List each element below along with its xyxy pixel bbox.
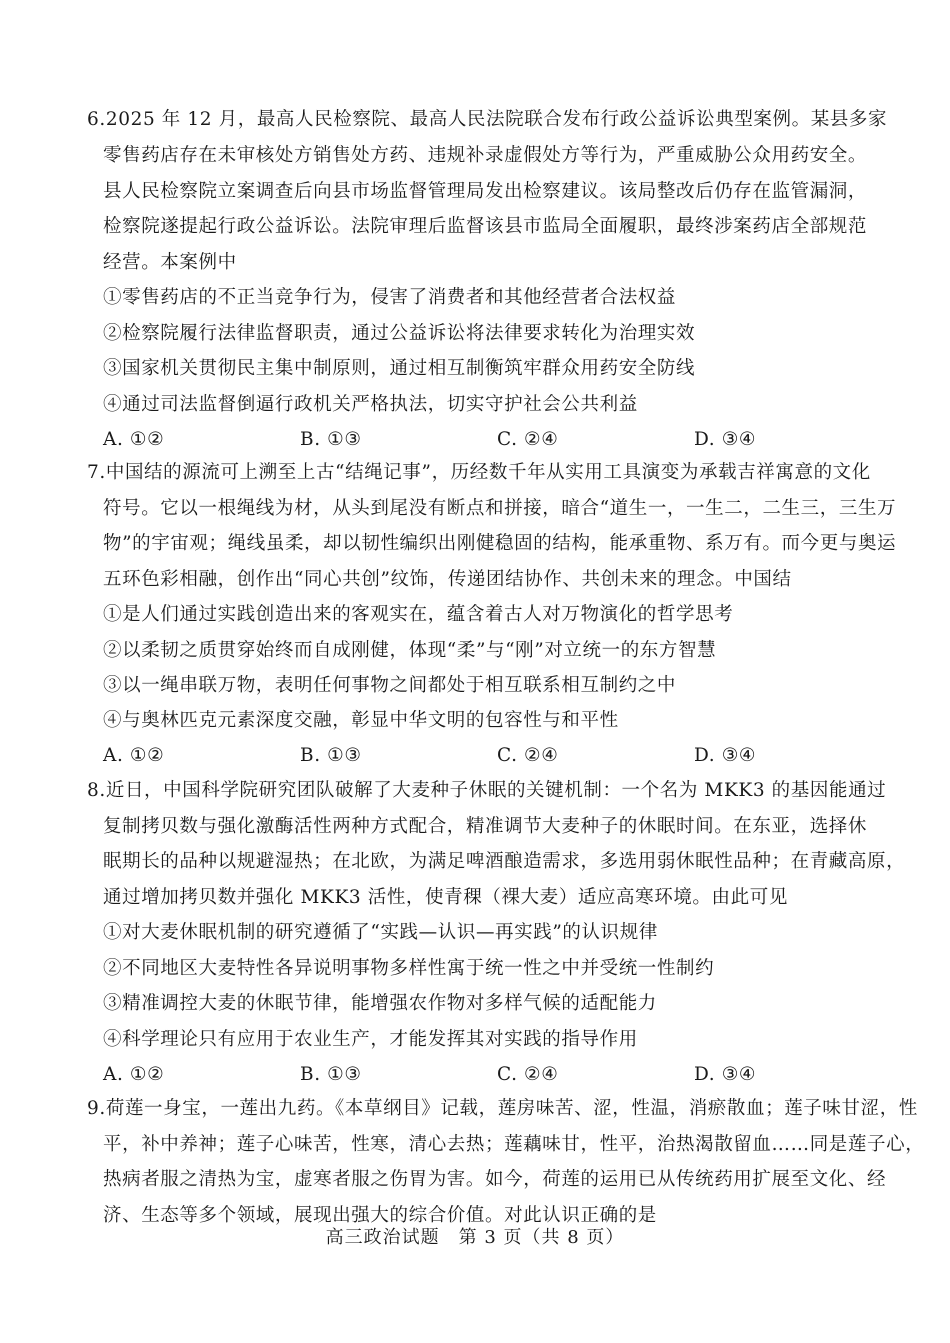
- question-7-stem-line: 7.中国结的源流可上溯至上古“结绳记事”，历经数千年从实用工具演变为承载吉祥寓意的文化: [87, 462, 871, 483]
- question-6-item-2: ②检察院履行法律监督职责，通过公益诉讼将法律要求转化为治理实效: [103, 323, 696, 344]
- question-6-item-3: ③国家机关贯彻民主集中制原则，通过相互制衡筑牢群众用药安全防线: [103, 358, 696, 379]
- question-8-stem-line: 通过增加拷贝数并强化 MKK3 活性，使青稞（裸大麦）适应高寒环境。由此可见: [103, 887, 788, 908]
- question-7-stem-line: 五环色彩相融，创作出“同心共创”纹饰，传递团结协作、共创未来的理念。中国结: [103, 569, 792, 590]
- question-8-option-d[interactable]: D. ③④: [694, 1064, 757, 1085]
- question-9-stem-line: 济、生态等多个领域，展现出强大的综合价值。对此认识正确的是: [103, 1205, 657, 1226]
- question-8-stem-line: 8.近日，中国科学院研究团队破解了大麦种子休眠的关键机制：一个名为 MKK3 的基因能通过: [87, 780, 887, 801]
- question-6-stem-line: 检察院遂提起行政公益诉讼。法院审理后监督该县市监局全面履职，最终涉案药店全部规范: [103, 216, 868, 237]
- question-6-stem-line: 县人民检察院立案调查后向县市场监督管理局发出检察建议。该局整改后仍存在监管漏洞，: [103, 181, 868, 202]
- question-6-option-a[interactable]: A. ①②: [103, 429, 165, 450]
- question-9-stem-line: 热病者服之清热为宝，虚寒者服之伤胃为害。如今，荷莲的运用已从传统药用扩展至文化、经: [103, 1169, 887, 1190]
- question-6-option-b[interactable]: B. ①③: [300, 429, 362, 450]
- question-7-stem-line: 物”的宇宙观；绳线虽柔，却以韧性编织出刚健稳固的结构，能承重物、系万有。而今更与奥运: [103, 533, 897, 554]
- question-8-item-1: ①对大麦休眠机制的研究遵循了“实践—认识—再实践”的认识规律: [103, 922, 658, 943]
- question-7-item-2: ②以柔韧之质贯穿始终而自成刚健，体现“柔”与“刚”对立统一的东方智慧: [103, 640, 717, 661]
- question-7-stem-line: 符号。它以一根绳线为材，从头到尾没有断点和拼接，暗合“道生一，一生二，二生三，三生万: [103, 498, 897, 519]
- page-footer: 高三政治试题 第 3 页（共 8 页）: [325, 1227, 625, 1248]
- question-6-stem-line: 6.2025 年 12 月，最高人民检察院、最高人民法院联合发布行政公益诉讼典型案例。某县多家: [87, 109, 888, 130]
- question-8-stem-line: 复制拷贝数与强化激酶活性两种方式配合，精准调节大麦种子的休眠时间。在东亚，选择休: [103, 816, 868, 837]
- question-8-option-a[interactable]: A. ①②: [103, 1064, 165, 1085]
- question-8-stem-line: 眠期长的品种以规避湿热；在北欧，为满足啤酒酿造需求，多选用弱休眠性品种；在青藏高原，: [103, 851, 906, 872]
- question-8-option-c[interactable]: C. ②④: [497, 1064, 559, 1085]
- question-6-option-c[interactable]: C. ②④: [497, 429, 559, 450]
- question-8-option-b[interactable]: B. ①③: [300, 1064, 362, 1085]
- question-7-item-4: ④与奥林匹克元素深度交融，彰显中华文明的包容性与和平性: [103, 710, 619, 731]
- question-9-stem-line: 平，补中养神；莲子心味苦，性寒，清心去热；莲藕味甘，性平，治热渴散留血……同是莲子心，: [103, 1134, 925, 1155]
- question-6-stem-line: 零售药店存在未审核处方销售处方药、违规补录虚假处方等行为，严重威胁公众用药安全。: [103, 145, 868, 166]
- question-8-item-4: ④科学理论只有应用于农业生产，才能发挥其对实践的指导作用: [103, 1029, 638, 1050]
- question-9-stem-line: 9.荷莲一身宝，一莲出九药。《本草纲目》记载，莲房味苦、涩，性温，消瘀散血；莲子味甘涩，性: [87, 1098, 918, 1119]
- question-7-option-d[interactable]: D. ③④: [694, 745, 757, 766]
- question-6-stem-line: 经营。本案例中: [103, 252, 237, 273]
- question-7-option-c[interactable]: C. ②④: [497, 745, 559, 766]
- question-8-item-3: ③精准调控大麦的休眠节律，能增强农作物对多样气候的适配能力: [103, 993, 657, 1014]
- question-8-item-2: ②不同地区大麦特性各异说明事物多样性寓于统一性之中并受统一性制约: [103, 958, 715, 979]
- question-6-option-d[interactable]: D. ③④: [694, 429, 757, 450]
- question-7-option-b[interactable]: B. ①③: [300, 745, 362, 766]
- question-6-item-1: ①零售药店的不正当竞争行为，侵害了消费者和其他经营者合法权益: [103, 287, 677, 308]
- question-7-item-3: ③以一绳串联万物，表明任何事物之间都处于相互联系相互制约之中: [103, 675, 677, 696]
- question-6-item-4: ④通过司法监督倒逼行政机关严格执法，切实守护社会公共利益: [103, 394, 638, 415]
- question-7-option-a[interactable]: A. ①②: [103, 745, 165, 766]
- question-7-item-1: ①是人们通过实践创造出来的客观实在，蕴含着古人对万物演化的哲学思考: [103, 604, 734, 625]
